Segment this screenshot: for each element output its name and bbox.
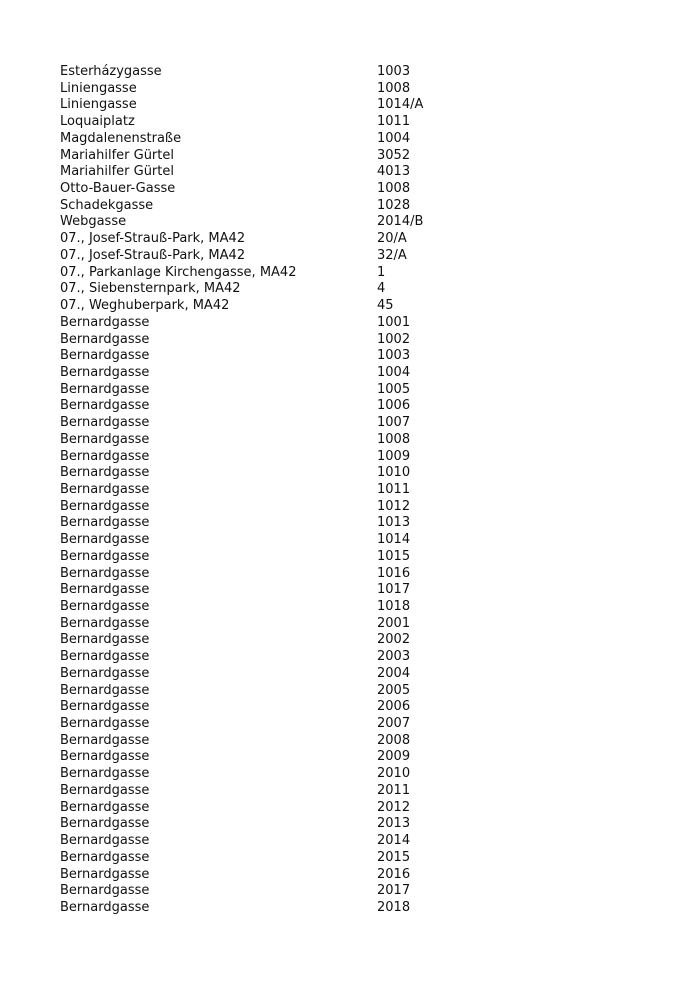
number-cell: 4 [377, 281, 386, 297]
street-name-cell: Bernardgasse [60, 782, 150, 798]
street-name-cell: Bernardgasse [60, 498, 150, 514]
street-name-cell: Webgasse [60, 214, 127, 230]
number-cell: 2018 [377, 899, 411, 915]
table-row [60, 733, 480, 750]
number-cell: 1001 [377, 314, 411, 330]
number-cell: 1018 [377, 599, 411, 614]
street-name-cell: 07., Josef-Strauß-Park, MA42 [60, 231, 246, 247]
table-row [60, 666, 480, 683]
street-name-cell: Bernardgasse [60, 331, 150, 347]
table-row [60, 415, 480, 432]
table-row [60, 800, 480, 817]
street-name-cell: Bernardgasse [60, 682, 150, 698]
number-cell: 2004 [377, 665, 411, 681]
table-row [60, 549, 480, 566]
table-row [60, 432, 480, 449]
street-name-cell: Bernardgasse [60, 582, 150, 598]
table-row [60, 766, 480, 783]
street-name-cell: Bernardgasse [60, 548, 150, 564]
number-cell: 1 [377, 264, 386, 280]
table-row [60, 649, 480, 666]
number-cell: 2016 [377, 866, 411, 882]
street-name-cell: 07., Parkanlage Kirchengasse, MA42 [60, 264, 297, 280]
table-row [60, 783, 480, 800]
table-row [60, 248, 480, 265]
table-row [60, 582, 480, 599]
street-name-cell: Liniengasse [60, 97, 137, 113]
number-cell: 2014/B [377, 214, 424, 230]
number-cell: 2001 [377, 615, 411, 631]
table-row [60, 214, 480, 231]
number-cell: 1014/A [377, 97, 424, 113]
table-row [60, 398, 480, 415]
number-cell: 2007 [377, 716, 411, 732]
street-name-cell: 07., Josef-Strauß-Park, MA42 [60, 247, 246, 263]
table-row [60, 382, 480, 399]
street-name-cell: Liniengasse [60, 80, 137, 96]
table-row [60, 883, 480, 900]
table-row [60, 833, 480, 850]
street-name-cell: Bernardgasse [60, 883, 150, 899]
table-row [60, 749, 480, 766]
street-name-cell: Bernardgasse [60, 649, 150, 665]
number-cell: 2006 [377, 699, 411, 715]
table-row [60, 231, 480, 248]
street-name-cell: Bernardgasse [60, 599, 150, 614]
street-name-cell: Bernardgasse [60, 515, 150, 531]
number-cell: 1012 [377, 498, 411, 514]
street-name-cell: Bernardgasse [60, 866, 150, 882]
number-cell: 2015 [377, 849, 411, 865]
street-name-cell: Bernardgasse [60, 314, 150, 330]
table-row [60, 164, 480, 181]
number-cell: 1011 [377, 114, 411, 130]
table-row [60, 64, 480, 81]
number-cell: 1008 [377, 431, 411, 447]
table-row [60, 315, 480, 332]
street-name-cell: Bernardgasse [60, 565, 150, 581]
table-row [60, 148, 480, 165]
street-name-cell: Bernardgasse [60, 716, 150, 732]
street-name-cell: Otto-Bauer-Gasse [60, 181, 176, 197]
table-row [60, 482, 480, 499]
table-row [60, 599, 480, 616]
number-cell: 2017 [377, 883, 411, 899]
number-cell: 2013 [377, 816, 411, 832]
table-row [60, 816, 480, 833]
street-name-cell: Bernardgasse [60, 799, 150, 815]
street-name-cell: Bernardgasse [60, 348, 150, 364]
number-cell: 1004 [377, 364, 411, 380]
number-cell: 2005 [377, 682, 411, 698]
street-name-cell: Bernardgasse [60, 833, 150, 849]
table-row [60, 181, 480, 198]
number-cell: 1011 [377, 481, 411, 497]
street-name-cell: Bernardgasse [60, 381, 150, 397]
street-name-cell: Bernardgasse [60, 448, 150, 464]
table-row [60, 131, 480, 148]
street-name-cell: Schadekgasse [60, 197, 154, 213]
table-row [60, 532, 480, 549]
street-name-cell: Bernardgasse [60, 398, 150, 414]
number-cell: 2014 [377, 833, 411, 849]
table-row [60, 683, 480, 700]
number-cell: 1010 [377, 465, 411, 481]
street-name-cell: Bernardgasse [60, 465, 150, 481]
number-cell: 1014 [377, 532, 411, 548]
street-name-cell: Bernardgasse [60, 415, 150, 431]
number-cell: 1003 [377, 64, 411, 79]
number-cell: 45 [377, 298, 394, 314]
number-cell: 1008 [377, 181, 411, 197]
number-cell: 1008 [377, 80, 411, 96]
table-row [60, 198, 480, 215]
street-name-cell: Bernardgasse [60, 749, 150, 765]
number-cell: 4013 [377, 164, 411, 180]
street-name-cell: 07., Siebensternpark, MA42 [60, 281, 241, 297]
street-name-cell: Bernardgasse [60, 632, 150, 648]
table-row [60, 716, 480, 733]
number-cell: 32/A [377, 247, 407, 263]
street-name-cell: Bernardgasse [60, 615, 150, 631]
number-cell: 2011 [377, 782, 411, 798]
table-row [60, 515, 480, 532]
street-name-cell: Mariahilfer Gürtel [60, 147, 174, 163]
street-name-cell: Bernardgasse [60, 532, 150, 548]
street-name-cell: Bernardgasse [60, 816, 150, 832]
number-cell: 1006 [377, 398, 411, 414]
street-name-cell: Bernardgasse [60, 732, 150, 748]
number-cell: 2010 [377, 766, 411, 782]
number-cell: 1028 [377, 197, 411, 213]
table-row [60, 850, 480, 867]
number-cell: 1005 [377, 381, 411, 397]
number-cell: 1017 [377, 582, 411, 598]
number-cell: 20/A [377, 231, 407, 247]
table-row [60, 365, 480, 382]
number-cell: 2003 [377, 649, 411, 665]
street-name-cell: Bernardgasse [60, 364, 150, 380]
street-name-cell: Bernardgasse [60, 849, 150, 865]
table-row [60, 265, 480, 282]
street-name-cell: Mariahilfer Gürtel [60, 164, 174, 180]
table-row [60, 499, 480, 516]
street-name-cell: Bernardgasse [60, 481, 150, 497]
street-name-cell: Magdalenenstraße [60, 130, 182, 146]
table-row [60, 97, 480, 114]
number-cell: 1015 [377, 548, 411, 564]
table-row [60, 298, 480, 315]
table-row [60, 348, 480, 365]
number-cell: 1013 [377, 515, 411, 531]
street-name-cell: Loquaiplatz [60, 114, 135, 130]
number-cell: 2012 [377, 799, 411, 815]
street-name-cell: Bernardgasse [60, 665, 150, 681]
table-row [60, 114, 480, 131]
number-cell: 3052 [377, 147, 411, 163]
street-name-cell: Bernardgasse [60, 766, 150, 782]
table-row [60, 632, 480, 649]
table-row [60, 699, 480, 716]
table-row [60, 332, 480, 349]
number-cell: 1003 [377, 348, 411, 364]
table-row [60, 616, 480, 633]
table-row [60, 281, 480, 298]
number-cell: 2002 [377, 632, 411, 648]
table-row [60, 867, 480, 884]
table-row [60, 566, 480, 583]
number-cell: 1007 [377, 415, 411, 431]
street-name-cell: 07., Weghuberpark, MA42 [60, 298, 230, 314]
number-cell: 1016 [377, 565, 411, 581]
street-name-cell: Bernardgasse [60, 699, 150, 715]
table-row [60, 900, 480, 917]
number-cell: 2008 [377, 732, 411, 748]
street-name-cell: Bernardgasse [60, 899, 150, 915]
number-cell: 1004 [377, 130, 411, 146]
table-row [60, 81, 480, 98]
number-cell: 2009 [377, 749, 411, 765]
number-cell: 1009 [377, 448, 411, 464]
number-cell: 1002 [377, 331, 411, 347]
street-name-cell: Bernardgasse [60, 431, 150, 447]
table-row [60, 465, 480, 482]
table-row [60, 449, 480, 466]
address-table [60, 64, 480, 917]
street-name-cell: Esterházygasse [60, 64, 162, 79]
